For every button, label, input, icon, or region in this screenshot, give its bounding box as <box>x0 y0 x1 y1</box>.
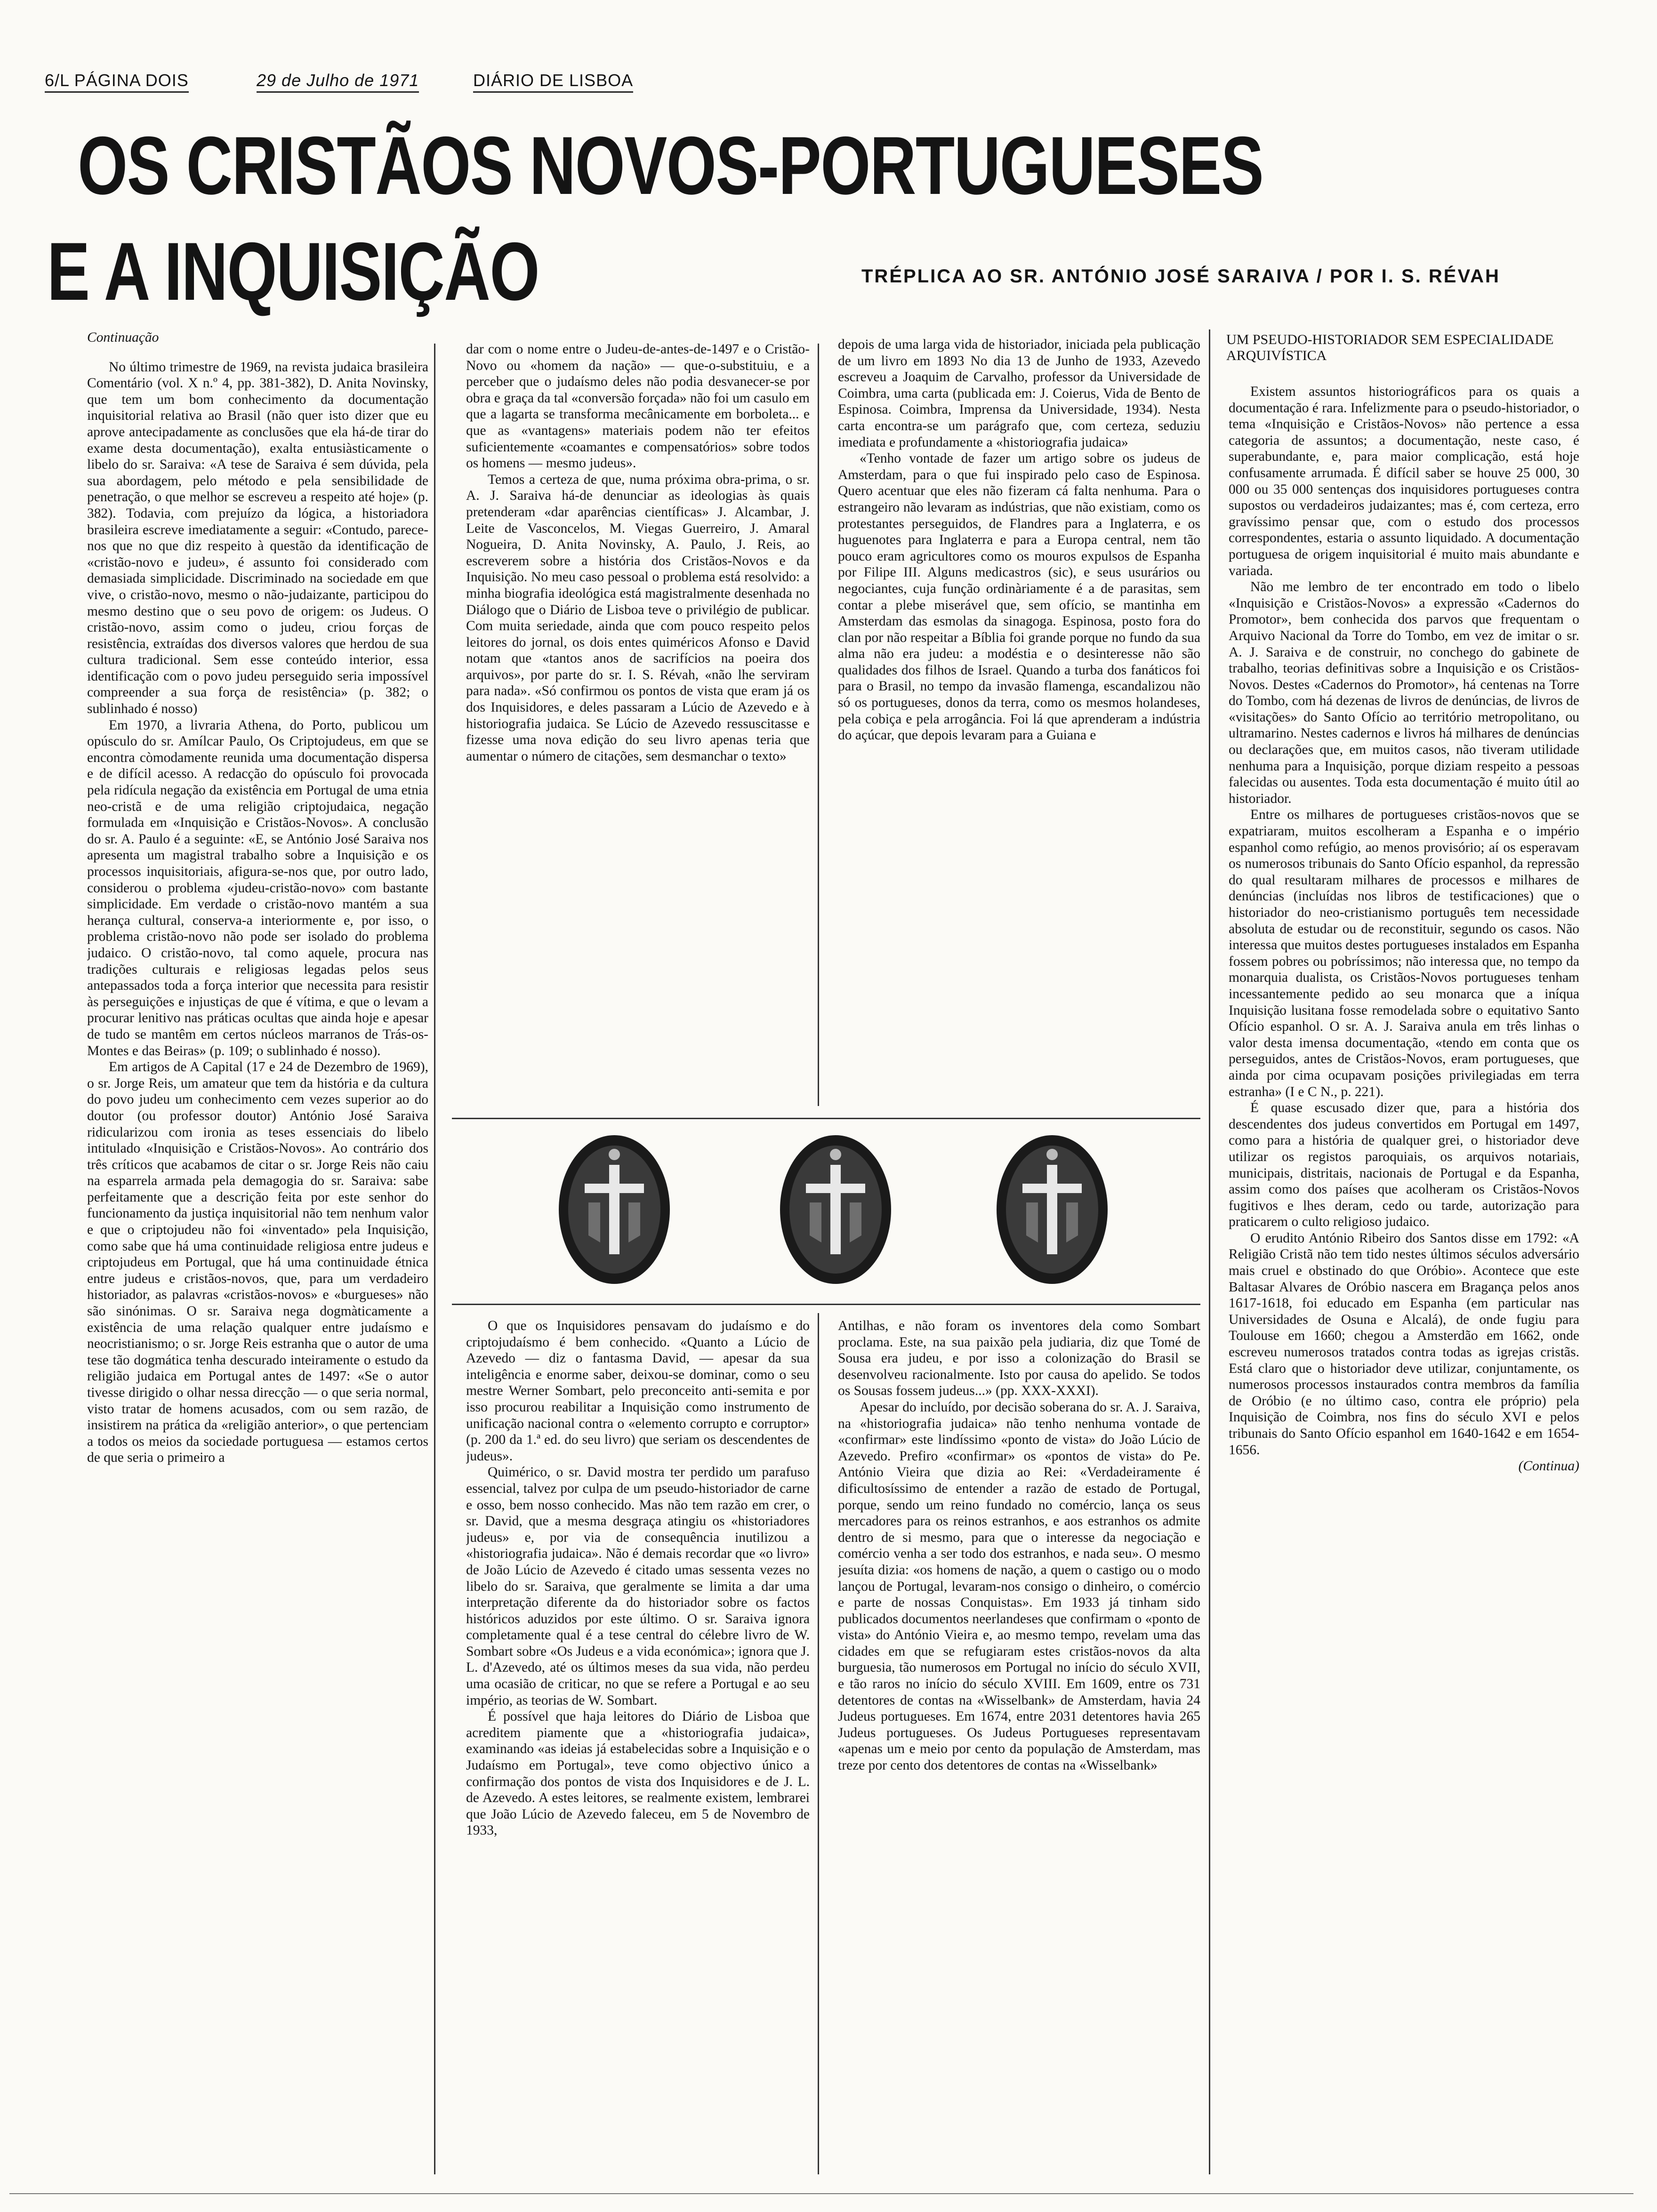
column-rule-3 <box>818 1313 819 2174</box>
page-header <box>45 71 1570 93</box>
paragraph: Antilhas, e não foram os inventores dela como Sombart proclama. Este, na sua paixão pela judiaria, diz que Tomé de Sousa era judeu, e por isso a colonização do Brasil se desenvolveu racionalmente. Isto por causa do apelido. Se todos os Sousas fossem judeus...» (pp. XXX-XXXI). <box>838 1318 1200 1399</box>
continuation-kicker: Continuação <box>87 330 159 345</box>
paragraph: Em 1970, a livraria Athena, do Porto, publicou um opúsculo do sr. Amílcar Paulo, Os Criptojudeus, em que se encontra còmodamente reunida uma documentação dispersa e de difícil acesso. A redacção do opúsculo foi provocada pela ridícula negação da existência em Portugal de uma etnia neo-cristã e de uma religião criptojudaica, negação formulada em «Inquisição e Cristãos-Novos». A conclusão do sr. A. Paulo é a seguinte: «E, se António José Saraiva nos apresenta um magistral trabalho sobre a Inquisição e os processos inquisitoriais, afigura-se-nos que, por outro lado, considerou o problema «judeu-cristão-novo» com bastante simplicidade. Em verdade o cristão-novo mantém a sua herança cultural, conserva-a interiormente e, por isso, o problema cristão-novo não pode ser isolado do problema judaico. O cristão-novo, tal como aquele, procura nas tradições culturais e religiosas legadas pelos seus antepassados toda a força interior que necessita para resistir às perseguições e injustiças de que é vítima, e que o levam a procurar lenitivo nas práticas ocultas que ainda hoje e apesar de tudo se mantêm em certos núcleos marranos de Trás-os-Montes e das Beiras» (p. 109; o sublinhado é nosso). <box>87 717 428 1058</box>
headline-line-1: OS CRISTÃOS NOVOS-PORTUGUESES <box>78 120 1263 212</box>
newspaper-name: DIÁRIO DE LISBOA <box>473 71 633 93</box>
paragraph: depois de uma larga vida de historiador, iniciada pela publicação de um livro em 1893 No dia 13 de Junho de 1933, Azevedo escreveu a Joaquim de Carvalho, professor da Universidade de Coimbra, uma carta (publicada em: J. Coierus, Vida de Bento de Espinosa. Coimbra, Imprensa da Universidade, 1934). Nesta carta encontra-se um parágrafo que, com certeza, seduziu imediata e profundamente a «historiografia judaica» <box>838 337 1200 450</box>
paragraph: Não me lembro de ter encontrado em todo o libelo «Inquisição e Cristãos-Novos» a expressão «Cadernos do Promotor», bem conhecida dos parvos que frequentam o Arquivo Nacional da Torre do Tombo, em vez de imitar o sr. A. J. Saraiva e de construir, no conchego do gabinete de trabalho, teorias definitivas sobre a Inquisição e os Cristãos-Novos. Destes «Cadernos do Promotor», há centenas na Torre do Tombo, com há dezenas de livros de denúncias, de livros de «visitações» do Santo Ofício ao território metropolitano, ou ultramarino. Nestes cadernos e livros há milhares de denúncias ou declarações que, em muitos casos, não tiveram utilidade nenhuma para a Inquisição, porque diziam respeito a pessoas falecidas ou ausentes. Toda esta documentação é muito útil ao historiador. <box>1229 579 1579 806</box>
paragraph: No último trimestre de 1969, na revista judaica brasileira Comentário (vol. X n.º 4, pp. 381-382), D. Anita Novinsky, que tem um bom conhecimento da documentação inquisitorial relativa ao Brasil (não quer isto dizer que eu aprove antecipadamente as conclusões que ela há-de tirar do exame desta documentação), exalta entusiàsticamente o libelo do sr. Saraiva: «A tese de Saraiva é sem dúvida, pela sua abordagem, pelo método e pela sensibilidade de penetração, o que melhor se escreveu a respeito até hoje» (p. 382). Todavia, com prejuízo da lógica, a historiadora brasileira escreve imediatamente a seguir: «Contudo, parece-nos que no que diz respeito à questão da identificação de «cristão-novo e judeu», é assunto foi considerado com demasiada simplicidade. Discriminado na sociedade em que vive, o cristão-novo, mesmo o não-judaizante, participou do mesmo destino que o seu povo de origem: os Judeus. O cristão-novo, assim como o judeu, criou forças de resistência, extraídas dos diversos valores que herdou de sua cultura tradicional. Sem esse conteúdo interior, essa identificação com o povo judeu perseguido seria impossível compreender a sua força de resistência» (p. 382; o sublinhado é nosso) <box>87 359 428 717</box>
byline: TRÉPLICA AO SR. ANTÓNIO JOSÉ SARAIVA / POR I. S. RÉVAH <box>861 266 1500 287</box>
photo-rule-bottom <box>452 1304 1200 1305</box>
column-rule-4 <box>1209 329 1210 2174</box>
page-label: 6/L PÁGINA DOIS <box>45 71 189 93</box>
paragraph: O que os Inquisidores pensavam do judaísmo e do criptojudaísmo é bem conhecido. «Quanto a Lúcio de Azevedo — diz o fantasma David, — apesar da sua inteligência e enorme saber, deixou-se dominar, como o seu mestre Werner Sombart, pelo preconceito anti-semita e por isso procurou reabilitar a Inquisição como instrumento de unificação nacional contra o «elemento corrupto e corruptor» (p. 200 da 1.ª ed. do seu livro) que seriam os descendentes de judeus». <box>466 1318 810 1464</box>
issue-date: 29 de Julho de 1971 <box>257 71 419 93</box>
paragraph: Existem assuntos historiográficos para os quais a documentação é rara. Infelizmente para o pseudo-historiador, o tema «Inquisição e Cristãos-Novos» não pertence a essa categoria de assuntos; a documentação, neste caso, é superabundante, e, para maior complicação, está hoje confusamente arrumada. É difícil saber se houve 25 000, 30 000 ou 35 000 sentenças dos inquisidores portugueses contra supostos ou verdadeiros judaizantes; mas é, com certeza, erro gravíssimo pensar que, com o estudo dos processos correspondentes, estaria o assunto liquidado. A documentação portuguesa de origem inquisitorial é muito mais abundante e variada. <box>1229 384 1579 578</box>
photo-medals <box>471 1127 1203 1299</box>
column-rule-2 <box>818 344 819 1106</box>
paragraph: O erudito António Ribeiro dos Santos disse em 1792: «A Religião Cristã não tem tido nestes últimos séculos adversário mais cruel e obstinado do que Oróbio». Acontece que este Baltasar Alvares de Oróbio nascera em Bragança pelos anos 1617-1618, foi educado em Espanha (em particular nas Universidades de Osuna e Alcalá), de onde fugiu para Toulouse em 1660; chegou a Amsterdão em 1662, onde escreveu numerosos tratados contra todas as igrejas cristãs. Está claro que o historiador deve utilizar, conjuntamente, os numerosos processos instaurados contra membros da família de Oróbio (e no último caso, contra ele próprio) pela Inquisição de Coimbra, nos fins do século XVI e pelos tribunais do Santo Ofício espanhol em 1640-1642 e em 1654-1656. <box>1229 1230 1579 1458</box>
paragraph: É possível que haja leitores do Diário de Lisboa que acreditem piamente que a «historiografia judaica», examinando «as ideias já estabelecidas sobre a Inquisição e o Judaísmo em Portugal», teve como objectivo único a confirmação dos pontos de vista dos Inquisidores e de J. L. de Azevedo. A estes leitores, se realmente existem, lembrarei que João Lúcio de Azevedo faleceu, em 5 de Novembro de 1933, <box>466 1709 810 1838</box>
paragraph: dar com o nome entre o Judeu-de-antes-de-1497 e o Cristão-Novo ou «homem da nação» — que-o-substituiu, e a perceber que o judaísmo deles não podia desvanecer-se por obra e graça da tal «conversão forçada» não foi um casulo em que a lagarta se transforma mecânicamente em borboleta... e que as «vantagens» materiais podem não ter efeitos suficientemente «coamantes e compensatórios» sobre todos os homens — mesmo judeus». <box>466 342 810 471</box>
column-4 <box>1229 384 1579 2167</box>
column-3-top <box>838 337 1200 1106</box>
paragraph: Temos a certeza de que, numa próxima obra-prima, o sr. A. J. Saraiva há-de denunciar as ideologias às quais pretenderam «dar aparências científicas» J. Alcambar, J. Leite de Vasconcelos, M. Viegas Guerreiro, J. Amaral Nogueira, D. Anita Novinsky, A. Paulo, J. Reis, ao escreverem sobre a história dos Cristãos-Novos e da Inquisição. No meu caso pessoal o problema está resolvido: a minha biografia ideológica está magistralmente desenhada no Diálogo que o Diário de Lisboa teve o privilégio de publicar. Com muita seriedade, ainda que com pouco respeito pelos leitores do jornal, os dois entes quiméricos Afonso e David notam que «tantos anos de sacrifícios na poeira dos arquivos», por parte do sr. I. S. Révah, «não lhe serviram para nada». «Só confirmou os pontos de vista que eram já os dos Inquisidores, e deles passaram a Lúcio de Azevedo e à historiografia judaica. Se Lúcio de Azevedo ressuscitasse e fizesse uma nova edição do seu livro apenas teria que aumentar o número de citações, sem desmanchar o texto» <box>466 472 810 764</box>
column-2-top <box>466 341 810 1106</box>
column-1 <box>87 329 428 2174</box>
paragraph: Em artigos de A Capital (17 e 24 de Dezembro de 1969), o sr. Jorge Reis, um amateur que tem da história e da cultura do povo judeu um conhecimento cem vezes superior ao do doutor (ou professor doutor) António José Saraiva ridicularizou com ironia as teses essenciais do libelo intitulado «Inquisição e Cristãos-Novos». Ao contrário dos três críticos que acabamos de citar o sr. Jorge Reis não caiu na esparrela armada pela demagogia do sr. Saraiva: sabe perfeitamente que a descrição feita por este senhor do funcionamento da justiça inquisitorial não tem nenhum valor e que o criptojudeu não foi «inventado» pela Inquisição, como sabe que há uma continuidade religiosa entre judeus e criptojudeus em Portugal, que há uma continuidade étnica entre judeus e cristãos-novos, que, para um verdadeiro historiador, as palavras «cristãos-novos» e «burgueses» não são sinónimas. O sr. Saraiva nega dogmàticamente a existência de uma relação qualquer entre judaísmo e neocristianismo; o sr. Jorge Reis estranha que o autor de uma tese tão dogmática tenha descurado inteiramente o estudo da religião judaica em Portugal antes de 1497: «Se o autor tivesse dirigido o olhar nessa direcção — o que seria normal, visto tratar de homens acusados, com ou sem razão, de insistirem na prática da «religião anterior», o que pertenciam a todos os meios da sociedade portuguesa — estamos certos de que seria o primeiro a <box>87 1059 428 1466</box>
inquisition-medal-image <box>555 1132 673 1287</box>
inquisition-medal-image <box>777 1132 894 1287</box>
paragraph: Quimérico, o sr. David mostra ter perdido um parafuso essencial, talvez por culpa de um pseudo-historiador de carne e osso, bem nosso conhecido. Mas não tem razão em crer, o sr. David, que a mesma desgraça atingiu os «historiadores judeus» e, por via de consequência inutilizou a «historiografia judaica». Não é demais recordar que «o livro» de João Lúcio de Azevedo é citado umas sessenta vezes no libelo do sr. Saraiva, que geralmente se limita a dar uma interpretação diferente da do historiador sobre os factos históricos aduzidos por este último. O sr. Saraiva ignora completamente qual é a tese central do célebre livro de W. Sombart sobre «Os Judeus e a vida económica»; ignora que J. L. d'Azevedo, até os últimos meses da sua vida, não perdeu uma ocasião de criticar, no que se refere a Portugal e ao seu império, as teorias de W. Sombart. <box>466 1465 810 1708</box>
paragraph: Entre os milhares de portugueses cristãos-novos que se expatriaram, muitos escolheram a Espanha e o império espanhol como refúgio, ao menos provisório; aí os esperavam os numerosos tribunais do Santo Ofício espanhol, da repressão do qual resultaram milhares de processos e milhares de denúncias (incluídas nos libros de testificaciones) que o historiador do neo-cristianismo português tem necessidade absoluta de estudar ou de reconstituir, segundo os casos. Não interessa que muitos destes portugueses instalados em Espanha fossem pobres ou pobríssimos; não interessa que, no tempo da monarquia dualista, os Cristãos-Novos portugueses tenham incessantemente pedido ao seu monarca que a iníqua Inquisição lusitana fosse remodelada sobre o equitativo Santo Ofício espanhol. O sr. A. J. Saraiva anula em três linhas o valor desta imensa documentação, «tendo em conta que os perseguidos, antes de Cristãos-Novos, eram portugueses, que ainda por cima ocupavam posições privilegiadas em terra estranha» (I e C N., p. 221). <box>1229 807 1579 1099</box>
section-heading: UM PSEUDO-HISTORIADOR SEM ESPECIALIDADE ARQUIVÍSTICA <box>1226 332 1554 363</box>
inquisition-medal-image <box>993 1132 1111 1287</box>
paragraph: «Tenho vontade de fazer um artigo sobre os judeus de Amsterdam, para o que fui inspirado pelo caso de Espinosa. Quero acentuar que eles não fizeram cá falta nenhuma. Para o estrangeiro não levaram as indústrias, que não existiam, como os protestantes perseguidos, de Flandres para a Inglaterra, e os huguenotes para Inglaterra e para a Europa central, nem tão pouco eram agricultores como os mouros expulsos de Espanha por Filipe III. Alguns medicastros (sic), e seus usurários ou negociantes, cuja função ordinàriamente é a de parasitas, sem contar a plebe miserável que, sem ofício, se mantinha em Amsterdam das esmolas da sinagoga. Espinosa, posto fora do clan por não respeitar a Bíblia foi grande porque no fundo da sua alma não era judeu: a modéstia e o desinteresse não são qualidades dos filhos de Israel. Quando a turba dos fanáticos foi para o Brasil, no tempo da invasão flamenga, escandalizou não só os portugueses, donos da terra, como os mesmos holandeses, pela cobiça e pela arrogância. Foi lá que aprenderam a indústria do açúcar, que depois levaram para a Guiana e <box>838 451 1200 743</box>
column-2-bottom <box>466 1318 810 2174</box>
paragraph: Apesar do incluído, por decisão soberana do sr. A. J. Saraiva, na «historiografia judaica» não tenho nenhuma vontade de «confirmar» este lindíssimo «ponto de vista» do João Lúcio de Azevedo. Prefiro «confirmar» os «pontos de vista» do Pe. António Vieira que dizia ao Rei: «Verdadeiramente é dificultosíssimo de entender a razão de estado de Portugal, porque, sendo um reino fundado no comércio, lança os seus mercadores para os reinos estranhos, e aos estranhos os admite dentro de si mesmo, para que o interesse da negociação e comércio venha a ser todo dos estranhos, e nada seu». O mesmo jesuíta dizia: «os homens de nação, a quem o castigo ou o modo lançou de Portugal, levaram-nos consigo o dinheiro, o comércio e parte de nossas Conquistas». Em 1933 já tinham sido publicados documentos neerlandeses que confirmam o «ponto de vista» do António Vieira e, ao mesmo tempo, revelam uma das cidades em que se refugiaram estes cristãos-novos da alta burguesia, tão numerosos em Portugal no início do século XVII, e tão raros no início do século XVIII. Em 1609, entre os 731 detentores de contas na «Wisselbank» de Amsterdam, havia 24 Judeus portugueses. Em 1674, entre 2031 detentores havia 265 Judeus portugueses. Os Judeus Portugueses representavam «apenas um e meio por cento da população de Amsterdam, mas treze por cento dos detentores de contas na «Wisselbank» <box>838 1399 1200 1773</box>
column-3-bottom <box>838 1318 1200 2174</box>
column-rule-1 <box>434 344 435 2174</box>
headline-line-2: E A INQUISIÇÃO <box>47 226 539 318</box>
photo-rule-top <box>452 1118 1200 1119</box>
page-bottom-rule <box>9 2193 1633 2194</box>
continued-note: (Continua) <box>1518 1459 1579 1474</box>
paragraph: É quase escusado dizer que, para a história dos descendentes dos judeus convertidos em Portugal em 1497, como para a história de qualquer grei, o historiador deve utilizar os registos paroquiais, os arquivos notariais, municipais, distritais, nacionais de Portugal e da Espanha, assim como dos países que acolheram os Cristãos-Novos fugitivos e lhes deram, cedo ou tarde, autorização para praticarem o culto religioso judaico. <box>1229 1100 1579 1230</box>
